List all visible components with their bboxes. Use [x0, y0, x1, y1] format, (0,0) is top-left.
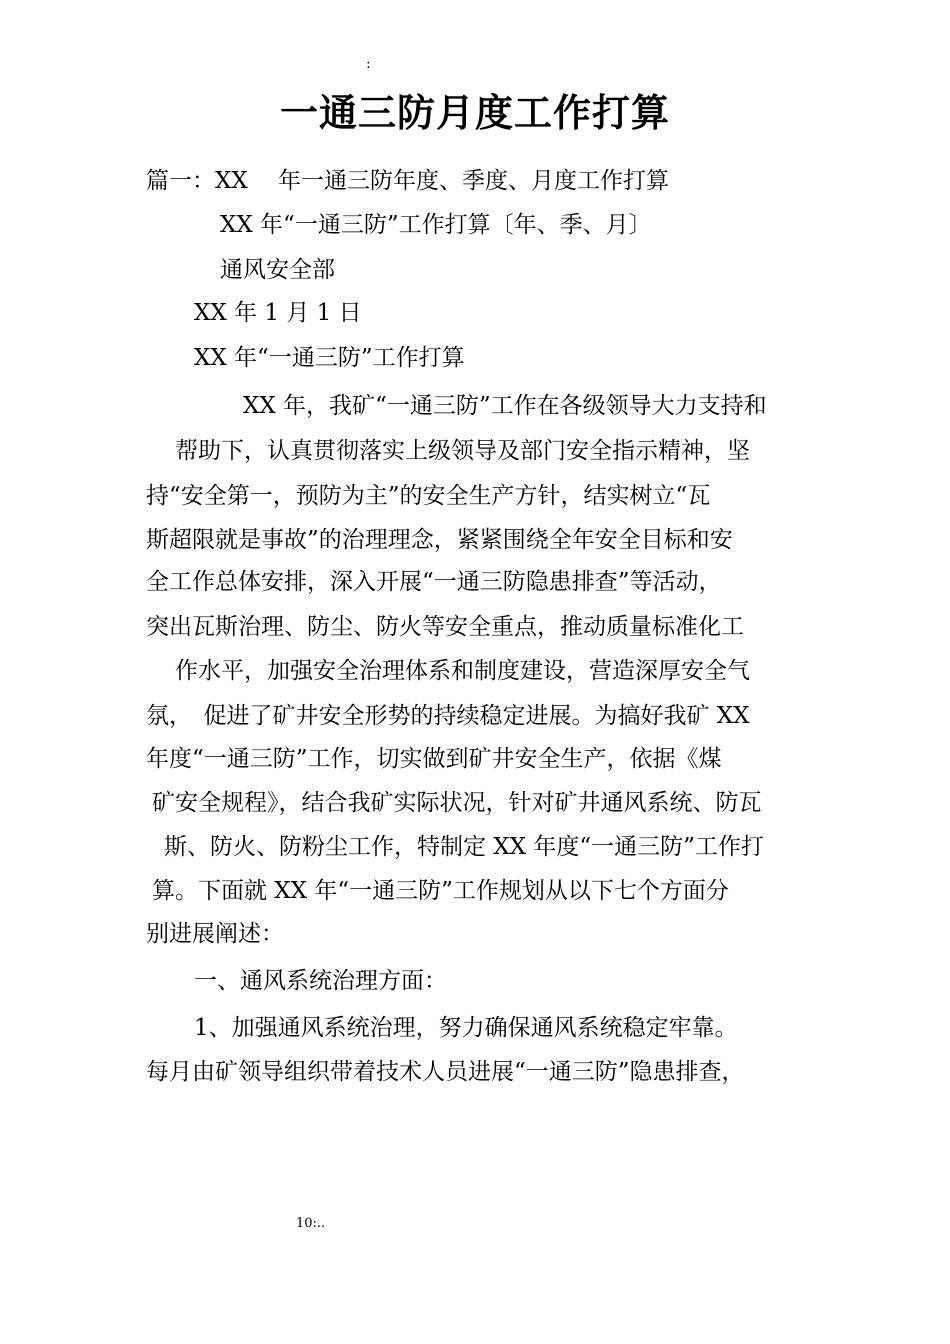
document-title: 一通三防月度工作打算: [279, 90, 670, 135]
paragraph-line: 突出瓦斯治理、防尘、防火等安全重点，推动质量标准化工: [146, 614, 744, 640]
plan-heading: XX 年“一通三防”工作打算〔年、季、月〕: [220, 212, 652, 238]
paragraph-line: 算。下面就 XX 年“一通三防”工作规划从以下七个方面分: [152, 878, 729, 904]
paragraph-line: 矿安全规程》，结合我矿实际状况，针对矿井通风系统、防瓦: [152, 790, 762, 816]
paragraph-line: 斯超限就是事故”的治理理念，紧紧围绕全年安全目标和安: [146, 527, 733, 553]
paragraph-line: 别进展阐述：: [146, 921, 284, 947]
document-date: XX 年 1 月 1 日: [194, 300, 362, 326]
paragraph-line: 氛， 促进了矿井安全形势的持续稳定进展。为搞好我矿 XX: [146, 703, 750, 729]
paragraph-line: XX 年，我矿“一通三防”工作在各级领导大力支持和: [243, 393, 767, 419]
page-header-mark: :: [366, 56, 371, 72]
paragraph-line: 全工作总体安排，深入开展“一通三防隐患排查”等活动，: [146, 569, 722, 595]
paragraph-line: 斯、防火、防粉尘工作，特制定 XX 年度“一通三防”工作打: [164, 834, 764, 860]
department-name: 通风安全部: [220, 257, 335, 283]
page-footer-mark: 10:..: [296, 1216, 326, 1231]
subtitle-line: 篇一：XX 年一通三防年度、季度、月度工作打算: [146, 168, 670, 194]
subsection-heading: 一、通风系统治理方面：: [194, 968, 447, 994]
paragraph-line: 帮助下，认真贯彻落实上级领导及部门安全指示精神，坚: [175, 438, 750, 464]
paragraph-line: 年度“一通三防”工作，切实做到矿井安全生产，依据《煤: [146, 746, 722, 772]
section-heading: XX 年“一通三防”工作打算: [194, 345, 465, 371]
paragraph-line: 每月由矿领导组织带着技术人员进展“一通三防”隐患排查，: [146, 1059, 745, 1085]
paragraph-line: 持“安全第一，预防为主”的安全生产方针，结实树立“瓦: [146, 483, 711, 509]
paragraph-line: 作水平，加强安全治理体系和制度建设，营造深厚安全气: [175, 658, 750, 684]
paragraph-line: 1、加强通风系统治理，努力确保通风系统稳定牢靠。: [194, 1015, 738, 1041]
